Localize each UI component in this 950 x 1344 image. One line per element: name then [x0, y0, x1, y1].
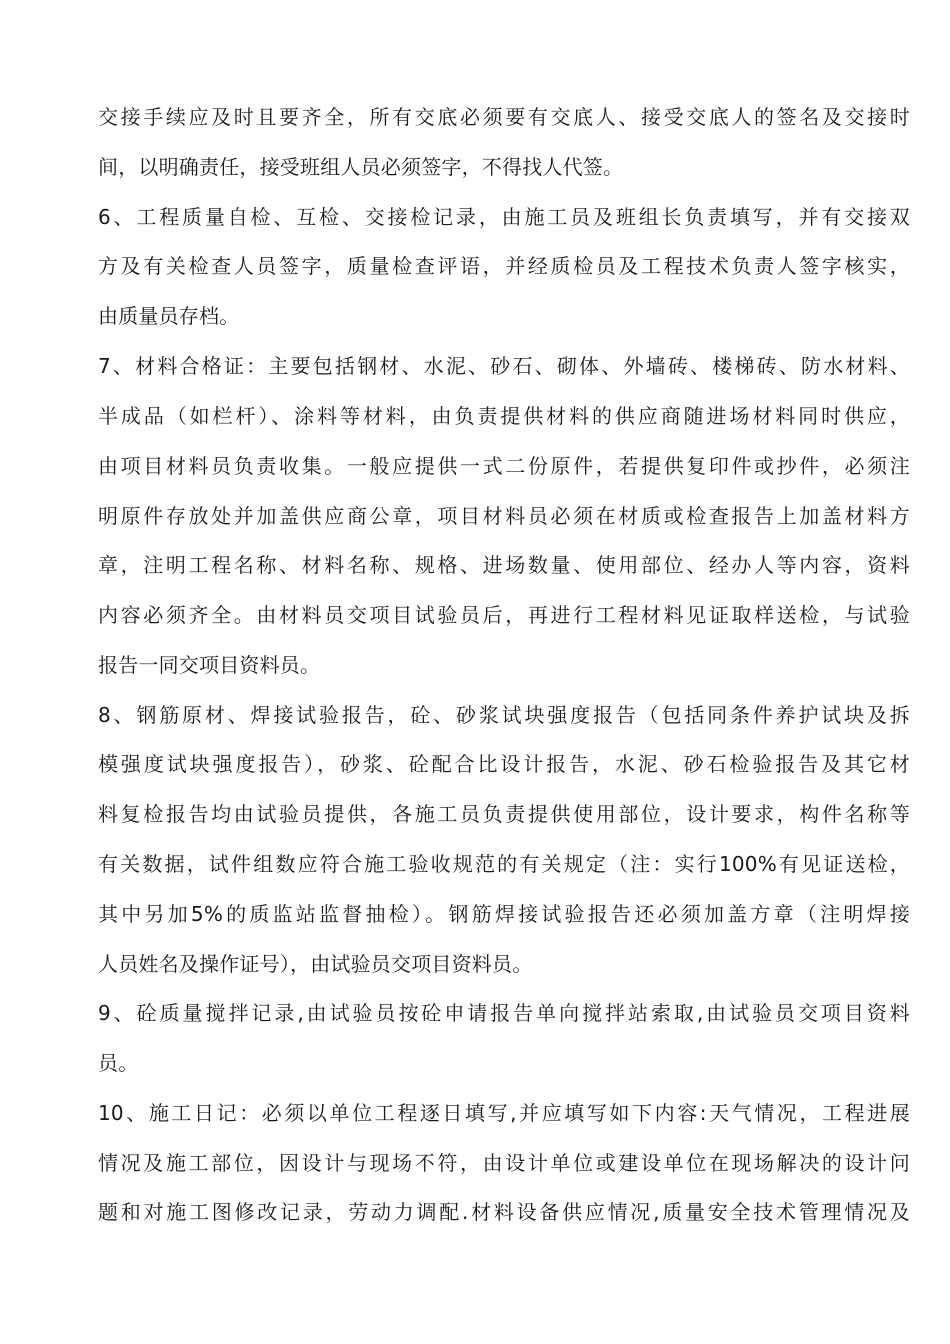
text-line: 模强度试块强度报告），砂浆、砼配合比设计报告，水泥、砂石检验报告及其它材	[98, 752, 910, 776]
text-line: 间，以明确责任，接受班组人员必须签字，不得找人代签。	[98, 155, 624, 179]
text-line: 其中另加5%的质监站监督抽检）。钢筋焊接试验报告还必须加盖方章（注明焊接	[98, 902, 910, 926]
text-line: 8、钢筋原材、焊接试验报告，砼、砂浆试块强度报告（包括同条件养护试块及拆	[98, 703, 910, 727]
text-line: 料复检报告均由试验员提供，各施工员负责提供使用部位，设计要求，构件名称等	[98, 802, 910, 826]
text-line: 报告一同交项目资料员。	[98, 653, 321, 677]
text-line: 10、施工日记：必须以单位工程逐日填写,并应填写如下内容:天气情况，工程进展	[98, 1101, 910, 1125]
text-line: 9、砼质量搅拌记录,由试验员按砼申请报告单向搅拌站索取,由试验员交项目资料	[98, 1001, 910, 1025]
text-line: 有关数据，试件组数应符合施工验收规范的有关规定（注：实行100%有见证送检，	[98, 852, 910, 876]
text-line: 人员姓名及操作证号），由试验员交项目资料员。	[98, 952, 533, 976]
text-line: 由项目材料员负责收集。一般应提供一式二份原件，若提供复印件或抄件，必须注	[98, 454, 910, 478]
text-line: 章，注明工程名称、材料名称、规格、进场数量、使用部位、经办人等内容，资料	[98, 553, 910, 577]
text-line: 由质量员存档。	[98, 304, 240, 328]
text-line: 方及有关检查人员签字，质量检查评语，并经质检员及工程技术负责人签字核实，	[98, 254, 910, 278]
text-line: 6、工程质量自检、互检、交接检记录，由施工员及班组长负责填写，并有交接双	[98, 205, 910, 229]
text-line: 半成品（如栏杆）、涂料等材料，由负责提供材料的供应商随进场材料同时供应，	[98, 404, 910, 428]
text-line: 内容必须齐全。由材料员交项目试验员后，再进行工程材料见证取样送检，与试验	[98, 603, 910, 627]
text-line: 题和对施工图修改记录，劳动力调配.材料设备供应情况,质量安全技术管理情况及	[98, 1200, 910, 1224]
text-line: 员。	[98, 1051, 139, 1075]
text-line: 情况及施工部位，因设计与现场不符，由设计单位或建设单位在现场解决的设计问	[98, 1151, 910, 1175]
text-line: 7、材料合格证：主要包括钢材、水泥、砂石、砌体、外墙砖、楼梯砖、防水材料、	[98, 354, 910, 378]
text-line: 交接手续应及时且要齐全，所有交底必须要有交底人、接受交底人的签名及交接时	[98, 105, 910, 129]
text-line: 明原件存放处并加盖供应商公章，项目材料员必须在材质或检查报告上加盖材料方	[98, 504, 910, 528]
